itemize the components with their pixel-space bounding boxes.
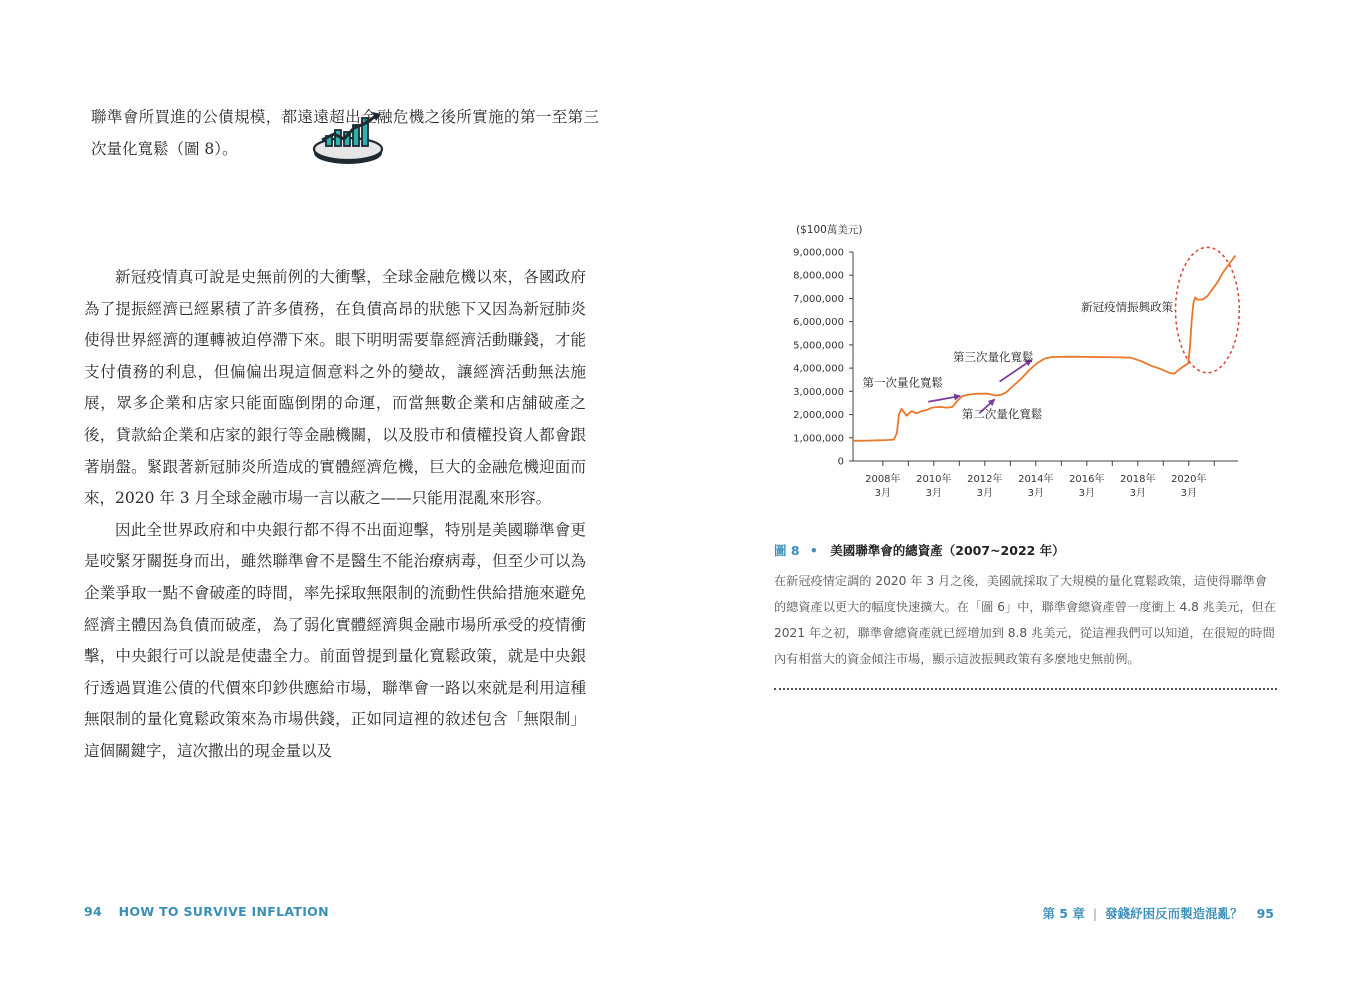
page-number: 94 (84, 904, 102, 919)
x-tick-year-label: 2012年 (967, 474, 1003, 485)
x-tick-year-label: 2016年 (1069, 474, 1105, 485)
paragraph: 因此全世界政府和中央銀行都不得不出面迎擊，特別是美國聯準會更是咬緊牙關挺身而出，雖然聯準會不是醫生不能治療病毒，但至少可以為企業爭取一點不會破產的時間，率先採取無限制的流動性供給措施來避免經濟主體因為負債而破產，為了弱化實體經濟與金融市場所承受的疫情衝擊，中央銀行可以說是使盡全力。前面曾提到量化寬鬆政策，就是中央銀行透過買進公債的代價來印鈔供應給市場，聯準會一路以來就是利用這種無限制的量化寬鬆政策來為市場供錢，正如同這裡的敘述包含「無限制」這個關鍵字，這次撒出的現金量以及 (84, 520, 586, 760)
x-tick-year-label: 2010年 (916, 474, 952, 485)
x-tick-year-label: 2008年 (865, 474, 901, 485)
series-layer (853, 256, 1236, 441)
total-assets-line (853, 256, 1236, 441)
chapter-title: 發錢紓困反而製造混亂？ (1105, 906, 1243, 921)
x-tick-year-label: 2014年 (1018, 474, 1054, 485)
x-tick-month-label: 3月 (1129, 488, 1146, 499)
annotation-label: 第一次量化寬鬆 (862, 375, 943, 390)
right-footer (1042, 904, 1274, 922)
figure-title: 美國聯準會的總資產（2007~2022 年） (830, 543, 1065, 558)
y-tick-label: 1,000,000 (793, 433, 844, 445)
x-tick-month-label: 3月 (874, 488, 892, 499)
unit-label: ($100萬美元) (796, 224, 863, 236)
right-body-text (91, 102, 599, 165)
left-footer (84, 904, 329, 919)
dotted-divider (774, 688, 1277, 690)
y-tick-label: 2,000,000 (793, 410, 844, 422)
fed-total-assets-chart (783, 216, 1253, 516)
y-tick-label: 0 (837, 456, 844, 468)
annotation-arrow (928, 396, 960, 402)
footer-separator: | (1092, 906, 1098, 921)
chapter-label: 第 5 章 (1042, 906, 1085, 921)
left-body-text (84, 262, 586, 768)
y-tick-label: 3,000,000 (793, 386, 844, 398)
y-tick-label: 5,000,000 (793, 340, 844, 352)
bullet-dot: • (809, 543, 818, 558)
y-tick-label: 4,000,000 (793, 363, 844, 375)
x-tick-month-label: 3月 (976, 488, 994, 499)
y-axis (793, 248, 853, 468)
annotation-layer (862, 247, 1239, 421)
x-tick-month-label: 3月 (1078, 488, 1095, 499)
figure-caption-body: 在新冠疫情定調的 2020 年 3 月之後，美國就採取了大規模的量化寬鬆政策，這使得聯準會的總資產以更大的幅度快速擴大。在「圖 6」中，聯準會總資產曾一度衝上 4.8 兆美元，但在 2021 年之初，聯準會總資產就已經增加到 8.8 兆美元，從這裡我們可以知道，在很短的時間內有相當大的資金傾注市場，顯示這波振興政策有多麼地史無前例。 (774, 574, 1276, 666)
paragraph: 聯準會所買進的公債規模，都遠遠超出金融危機之後所實施的第一至第三次量化寬鬆（圖 8）。 (91, 108, 599, 158)
y-tick-label: 7,000,000 (793, 293, 844, 305)
annotation-label: 第三次量化寬鬆 (952, 350, 1034, 365)
y-tick-label: 8,000,000 (793, 270, 844, 282)
x-tick-year-label: 2018年 (1120, 474, 1156, 485)
x-tick-month-label: 3月 (1180, 488, 1197, 499)
paragraph: 新冠疫情真可說是史無前例的大衝擊，全球金融危機以來，各國政府為了提振經濟已經累積了許多債務，在負債高昂的狀態下又因為新冠肺炎使得世界經濟的運轉被迫停滯下來。眼下明明需要靠經濟活動賺錢，才能支付債務的利息，但偏偏出現這個意料之外的變故，讓經濟活動無法施展，眾多企業和店家只能面臨倒閉的命運，而當無數企業和店舖破產之後，貸款給企業和店家的銀行等金融機關，以及股市和債權投資人都會跟著崩盤。緊跟著新冠肺炎所造成的實體經濟危機，巨大的金融危機迎面而來，2020 年 3 月全球金融市場一言以蔽之——只能用混亂來形容。 (84, 268, 586, 508)
x-tick-year-label: 2020年 (1171, 474, 1207, 485)
x-axis (853, 461, 1238, 499)
annotation-label: 新冠疫情振興政策 (1081, 299, 1174, 314)
x-tick-month-label: 3月 (925, 488, 943, 499)
annotation-label: 第二次量化寬鬆 (961, 407, 1043, 422)
figure-caption-title (774, 541, 1284, 559)
page-number: 95 (1256, 906, 1274, 921)
y-tick-label: 6,000,000 (793, 317, 844, 329)
book-title: HOW TO SURVIVE INFLATION (118, 904, 329, 919)
highlight-ellipse (1176, 247, 1240, 372)
figure-number: 圖 8 (774, 543, 800, 558)
x-tick-month-label: 3月 (1027, 488, 1044, 499)
y-tick-label: 9,000,000 (793, 247, 844, 259)
